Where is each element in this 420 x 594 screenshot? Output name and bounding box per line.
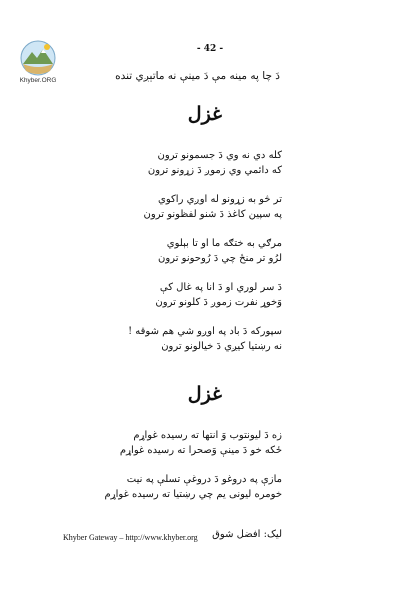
poem-ghazal-2	[104, 428, 282, 516]
verse-line: دَ سر لوري او دَ انا په غال کې	[159, 282, 282, 293]
verse-line: زه دَ ليونتوب وَ انتها ته رسيده غواړم	[133, 430, 282, 441]
verse-line: په سپين کاغذ دَ شنو لفظونو ترون	[143, 209, 282, 220]
subtitle-line: دَ چا په مينه مې دَ مينې نه ماتېږي تنده	[115, 70, 280, 82]
poem-ghazal-1	[128, 148, 282, 368]
verse-line: مازې په دروغو دَ دروغې تسلې په نيت	[126, 474, 282, 485]
verse-line: مرګي به ختګه ما او تا بېلوي	[166, 238, 282, 249]
footer-author: ليک: افضل شوق	[212, 529, 282, 540]
couplet	[128, 192, 282, 222]
couplet	[128, 148, 282, 178]
verse-line: سپورکه دَ باد په اوږو شي هم شوقه !	[128, 326, 282, 337]
verse-line: کله دي نه وي دَ جسمونو ترون	[157, 150, 282, 161]
verse-line: نه رښتيا کيږي دَ خيالونو ترون	[161, 341, 282, 352]
couplet	[128, 236, 282, 266]
couplet	[128, 324, 282, 354]
couplet	[104, 428, 282, 458]
verse-line: تر څو به زړونو له اوږي راکوي	[158, 194, 282, 205]
verse-line: ځکه خو دَ مينې وَصحرا ته رسيده غواړم	[119, 445, 282, 456]
verse-line: وَخوړ نفرت زموږ دَ کلونو ترون	[155, 297, 282, 308]
verse-line: خومره ليونی يم چي رښتيا ته رسيده غواړم	[104, 489, 282, 500]
couplet	[104, 472, 282, 502]
couplet	[128, 280, 282, 310]
logo-text: Khyber.ORG	[19, 77, 57, 84]
section-title-ghazal-2: غزل	[187, 383, 222, 405]
section-title-ghazal-1: غزل	[187, 103, 222, 125]
verse-line: لرُو تر منځ چي دَ رُوحونو ترون	[158, 253, 282, 264]
footer-source: Khyber Gateway – http://www.khyber.org	[63, 533, 198, 542]
verse-line: که دائمي وي زموږ دَ زړونو ترون	[147, 165, 282, 176]
page-number: - 42 -	[196, 44, 224, 54]
